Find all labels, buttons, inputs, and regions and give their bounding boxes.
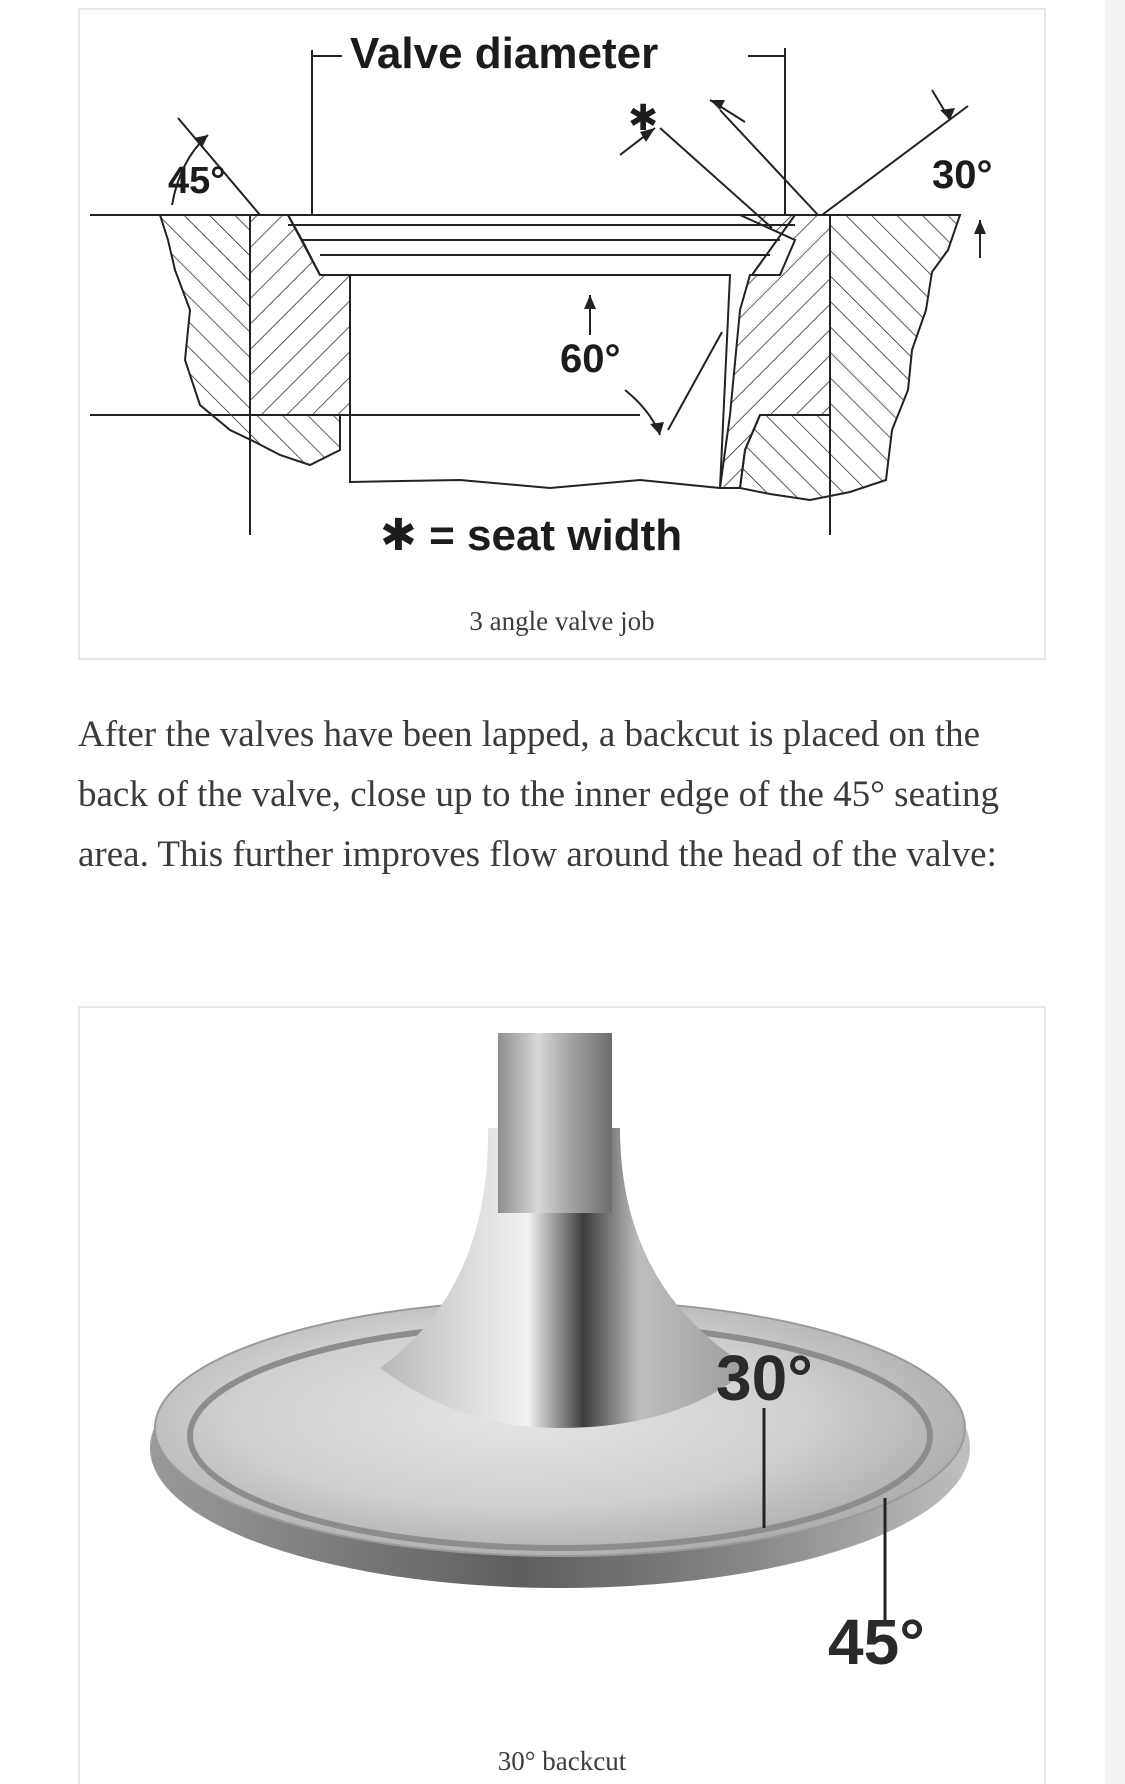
body-paragraph: After the valves have been lapped, a backcut is placed on the back of the valve, close up to the inner edge of the 45° seating area. This further improves flow around the head of the valve: [78, 714, 999, 875]
label-30-degree: 30° [716, 1342, 813, 1414]
figure-2-caption: 30° backcut [497, 1746, 627, 1776]
port-interior [350, 275, 730, 488]
valve-photo [80, 1008, 1044, 1738]
figure-1-caption: 3 angle valve job [469, 606, 655, 636]
label-seat-width-star: ✱ [628, 97, 659, 138]
label-45-degree: 45° [828, 1606, 925, 1678]
figure-valve-backcut-photo [78, 1006, 1046, 1784]
label-seat-width-legend: ✱ = seat width [380, 511, 683, 560]
label-45-degree: 45° [168, 160, 226, 202]
figure-valve-job-diagram [78, 8, 1046, 660]
label-30-degree: 30° [932, 153, 993, 197]
valve-stem [498, 1033, 612, 1213]
scrollbar[interactable] [1105, 0, 1125, 1784]
valve-seat-diagram [80, 10, 1044, 600]
label-60-degree: 60° [560, 337, 621, 381]
seat-insert-left [250, 215, 350, 415]
label-valve-diameter: Valve diameter [350, 29, 659, 78]
